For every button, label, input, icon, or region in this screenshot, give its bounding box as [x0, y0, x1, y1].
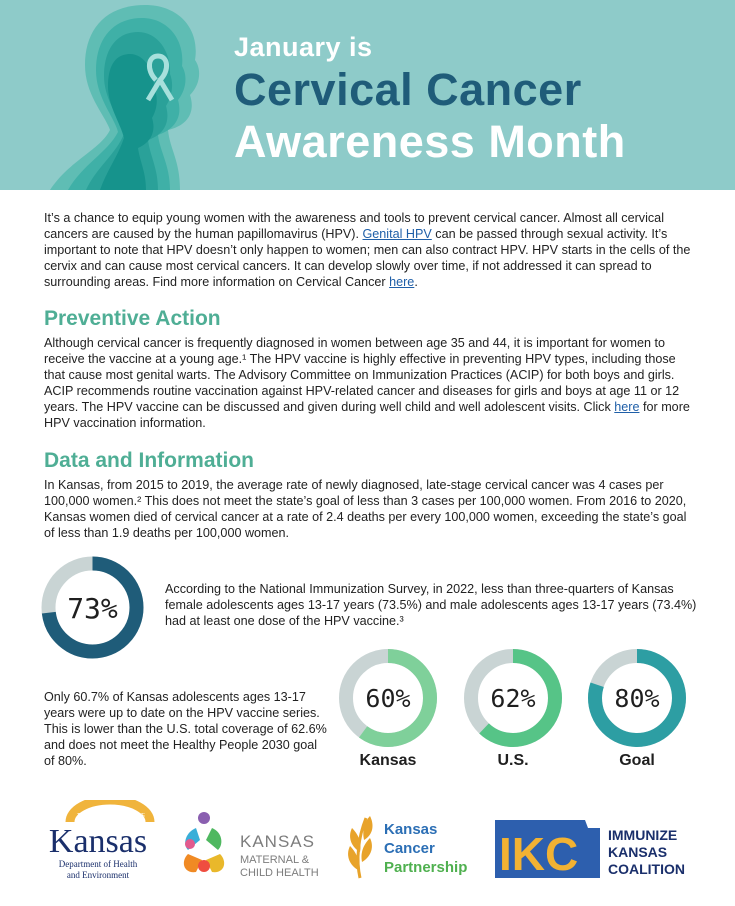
- title-line-1: January is: [234, 32, 373, 62]
- kansas-donut-chart: [338, 648, 438, 748]
- goal-percent-label: 80%: [614, 684, 660, 713]
- intro-text-3: .: [414, 275, 418, 289]
- partner-logos: [0, 800, 735, 900]
- preventive-paragraph: [44, 335, 696, 431]
- kcp-logo: [348, 816, 467, 878]
- ikc-line-3: COALITION: [608, 861, 685, 877]
- kcp-line-1: Kansas: [384, 821, 438, 838]
- title-line-3: Awareness Month: [234, 116, 626, 167]
- goal-label: Goal: [619, 752, 655, 769]
- mch-line-1: KANSAS: [240, 832, 315, 851]
- kdhe-line-1: Department of Health: [58, 859, 138, 869]
- kdhe-arc-text: TO PROTECT AND IMPROVE: [76, 813, 146, 819]
- title-line-2: Cervical Cancer: [234, 64, 582, 115]
- intro-paragraph: [44, 210, 696, 290]
- mch-logo: [184, 812, 319, 879]
- us-label: U.S.: [497, 752, 529, 769]
- intro-text-2: can be passed through sexual activity. It’s important to note that HPV doesn’t only happen to women; men can also contract HPV. HPV starts in the cells of the cervix and can cause most cervical cancers. It can develop slowly over time, if not addressed it can spread to surrounding areas. Find more information on Cervical Cancer: [44, 227, 691, 289]
- ikc-line-1: IMMUNIZE: [608, 827, 678, 843]
- kansas-percent-label: 60%: [365, 684, 411, 713]
- ikc-mark: IKC: [499, 828, 579, 880]
- hpv-vaccination-here-link[interactable]: here: [614, 400, 640, 414]
- header-banner: [0, 0, 735, 190]
- intro-text-1: It’s a chance to equip young women with the awareness and tools to prevent cervical cancer. Almost all cervical cancers are caused by the human papillomavirus (HPV).: [44, 211, 664, 241]
- preventive-text-1: Although cervical cancer is frequently diagnosed in women between age 35 and 44, it is important for women to receive the vaccine at a young age.¹ The HPV vaccine is highly effective in preventing HPV types, including those that cause most genital warts. The Advisory Committee on Immunization Practices (ACIP) for both boys and girls. ACIP recommends routine vaccination against HPV-related cancer and diseases for girls and boys at age 11 or 12 years. The HPV vaccine can be discussed and given during well child and well adolescent visits. Click: [44, 336, 680, 414]
- ikc-logo: [495, 820, 685, 880]
- kansas-label: Kansas: [359, 752, 417, 769]
- goal-donut-chart: [587, 648, 687, 748]
- us-percent-label: 62%: [490, 684, 536, 713]
- mch-line-2: MATERNAL &: [240, 854, 310, 866]
- survey-paragraph: According to the National Immunization Survey, in 2022, less than three-quarters of Kansas female adolescents ages 13-17 years (73.5%) and male adolescents ages 13-17 years (73.4%) had at least one dose of the HPV vaccine.³: [165, 582, 697, 628]
- cervical-cancer-here-link[interactable]: here: [389, 275, 415, 289]
- kdhe-logo: [49, 800, 150, 880]
- data-heading: Data and Information: [44, 449, 255, 472]
- kdhe-name: Kansas: [48, 823, 148, 860]
- data-paragraph: In Kansas, from 2015 to 2019, the average rate of newly diagnosed, late-stage cervical cancer was 4 cases per 100,000 women.² This does not meet the state’s goal of less than 3 cases per 100,000 women. From 2016 to 2020, Kansas women died of cervical cancer at a rate of 2.4 deaths per every 100,000 women, exceeding the state’s goal of less than 1.9 deaths per 100,000 women.: [44, 478, 687, 540]
- kcp-line-3: Partnership: [384, 859, 468, 876]
- up-to-date-paragraph: Only 60.7% of Kansas adolescents ages 13-17 years were up to date on the HPV vaccine series. This is lower than the U.S. total coverage of 62.6% and does not meet the Healthy People 2030 goal of 80%.: [44, 690, 327, 768]
- preventive-heading: Preventive Action: [44, 307, 221, 330]
- survey-percent-label: 73%: [67, 592, 118, 625]
- ikc-line-2: KANSAS: [608, 844, 668, 860]
- genital-hpv-link[interactable]: Genital HPV: [362, 227, 432, 241]
- kdhe-line-2: and Environment: [66, 870, 130, 880]
- mch-line-3: CHILD HEALTH: [240, 867, 319, 879]
- kcp-line-2: Cancer: [384, 840, 435, 857]
- survey-donut-chart: [40, 555, 145, 660]
- us-donut-chart: [463, 648, 563, 748]
- preventive-text-2: for more HPV vaccination information.: [44, 400, 690, 430]
